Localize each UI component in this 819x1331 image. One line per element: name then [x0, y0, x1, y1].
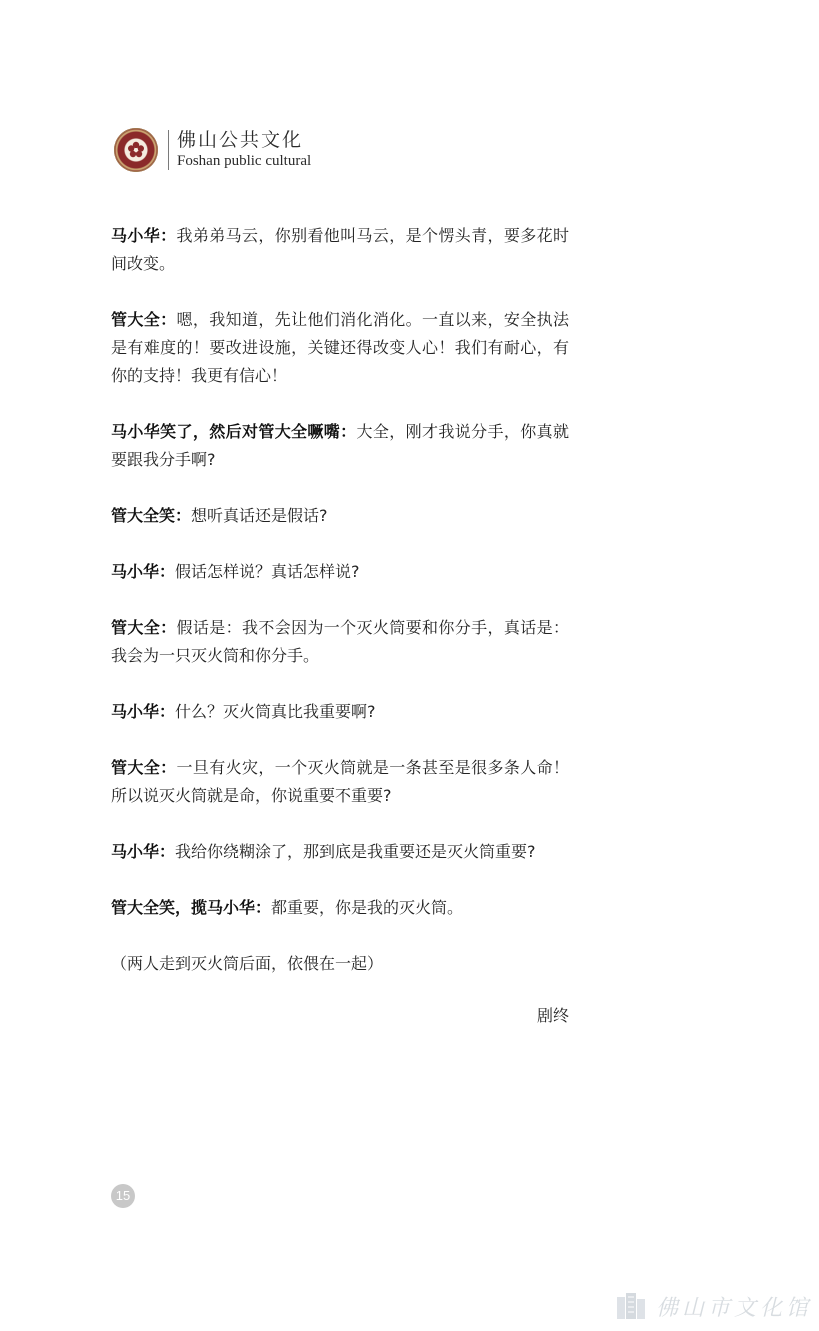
- watermark: [614, 1286, 812, 1326]
- dialogue-text: 假话是：我不会因为一个灭火筒要和你分手，真话是：我会为一只灭火筒和你分手。: [111, 618, 569, 665]
- brand-name: [177, 131, 311, 169]
- dialogue-text: 想听真话还是假话?: [191, 506, 328, 525]
- page-number: 15: [111, 1184, 135, 1208]
- dialogue-text: 都重要，你是我的灭火筒。: [271, 898, 464, 917]
- speaker-label: 管大全笑：: [111, 506, 192, 525]
- brand-name-en: Foshan public cultural: [177, 153, 312, 169]
- dialogue-line: [111, 502, 569, 530]
- dialogue-text: 我弟弟马云，你别看他叫马云，是个愣头青，要多花时间改变。: [111, 226, 569, 273]
- foshan-culture-seal-icon: [114, 128, 158, 172]
- dialogue-line: [111, 894, 569, 922]
- dialogue-text: 一旦有火灾，一个灭火筒就是一条甚至是很多条人命！所以说灭火筒就是命，你说重要不重要?: [111, 758, 569, 805]
- watermark-text: 佛山市文化馆: [656, 1295, 813, 1321]
- dialogue-line: [111, 222, 569, 278]
- dialogue-line: [111, 418, 569, 474]
- brand-name-cn: 佛山公共文化: [177, 129, 304, 151]
- speaker-label: 管大全：: [111, 618, 177, 637]
- speaker-label: 马小华：: [111, 842, 176, 861]
- header-logo: [114, 126, 311, 174]
- stage-direction: （两人走到灭火筒后面，依偎在一起）: [111, 954, 384, 973]
- dialogue-text: 大全，刚才我说分手，你真就要跟我分手啊?: [111, 422, 569, 469]
- dialogue-line: [111, 558, 569, 586]
- building-icon: [614, 1289, 648, 1323]
- speaker-label: 马小华：: [111, 562, 176, 581]
- dialogue-line: [111, 838, 569, 866]
- speaker-label: 马小华：: [111, 702, 176, 721]
- speaker-label: 管大全：: [111, 758, 177, 777]
- speaker-label: 管大全：: [111, 310, 177, 329]
- dialogue-text: 什么？灭火筒真比我重要啊?: [175, 702, 376, 721]
- speaker-label: 马小华：: [111, 226, 177, 245]
- dialogue-line: [111, 614, 569, 670]
- flower-emblem-icon: [125, 139, 147, 161]
- script-ending: 剧终: [536, 1006, 569, 1025]
- dialogue-text: 假话怎样说？真话怎样说?: [175, 562, 360, 581]
- script-body: [111, 222, 569, 1030]
- dialogue-line: [111, 754, 569, 810]
- dialogue-line: [111, 306, 569, 390]
- logo-divider: [168, 130, 169, 170]
- dialogue-text: 我给你绕糊涂了，那到底是我重要还是灭火筒重要?: [175, 842, 536, 861]
- dialogue-line: [111, 698, 569, 726]
- speaker-label: 管大全笑，揽马小华：: [111, 898, 272, 917]
- speaker-label: 马小华笑了，然后对管大全噘嘴：: [111, 422, 357, 441]
- dialogue-text: 嗯，我知道，先让他们消化消化。一直以来，安全执法是有难度的！要改进设施，关键还得改变人心！我们有耐心，有你的支持！我更有信心！: [111, 310, 569, 385]
